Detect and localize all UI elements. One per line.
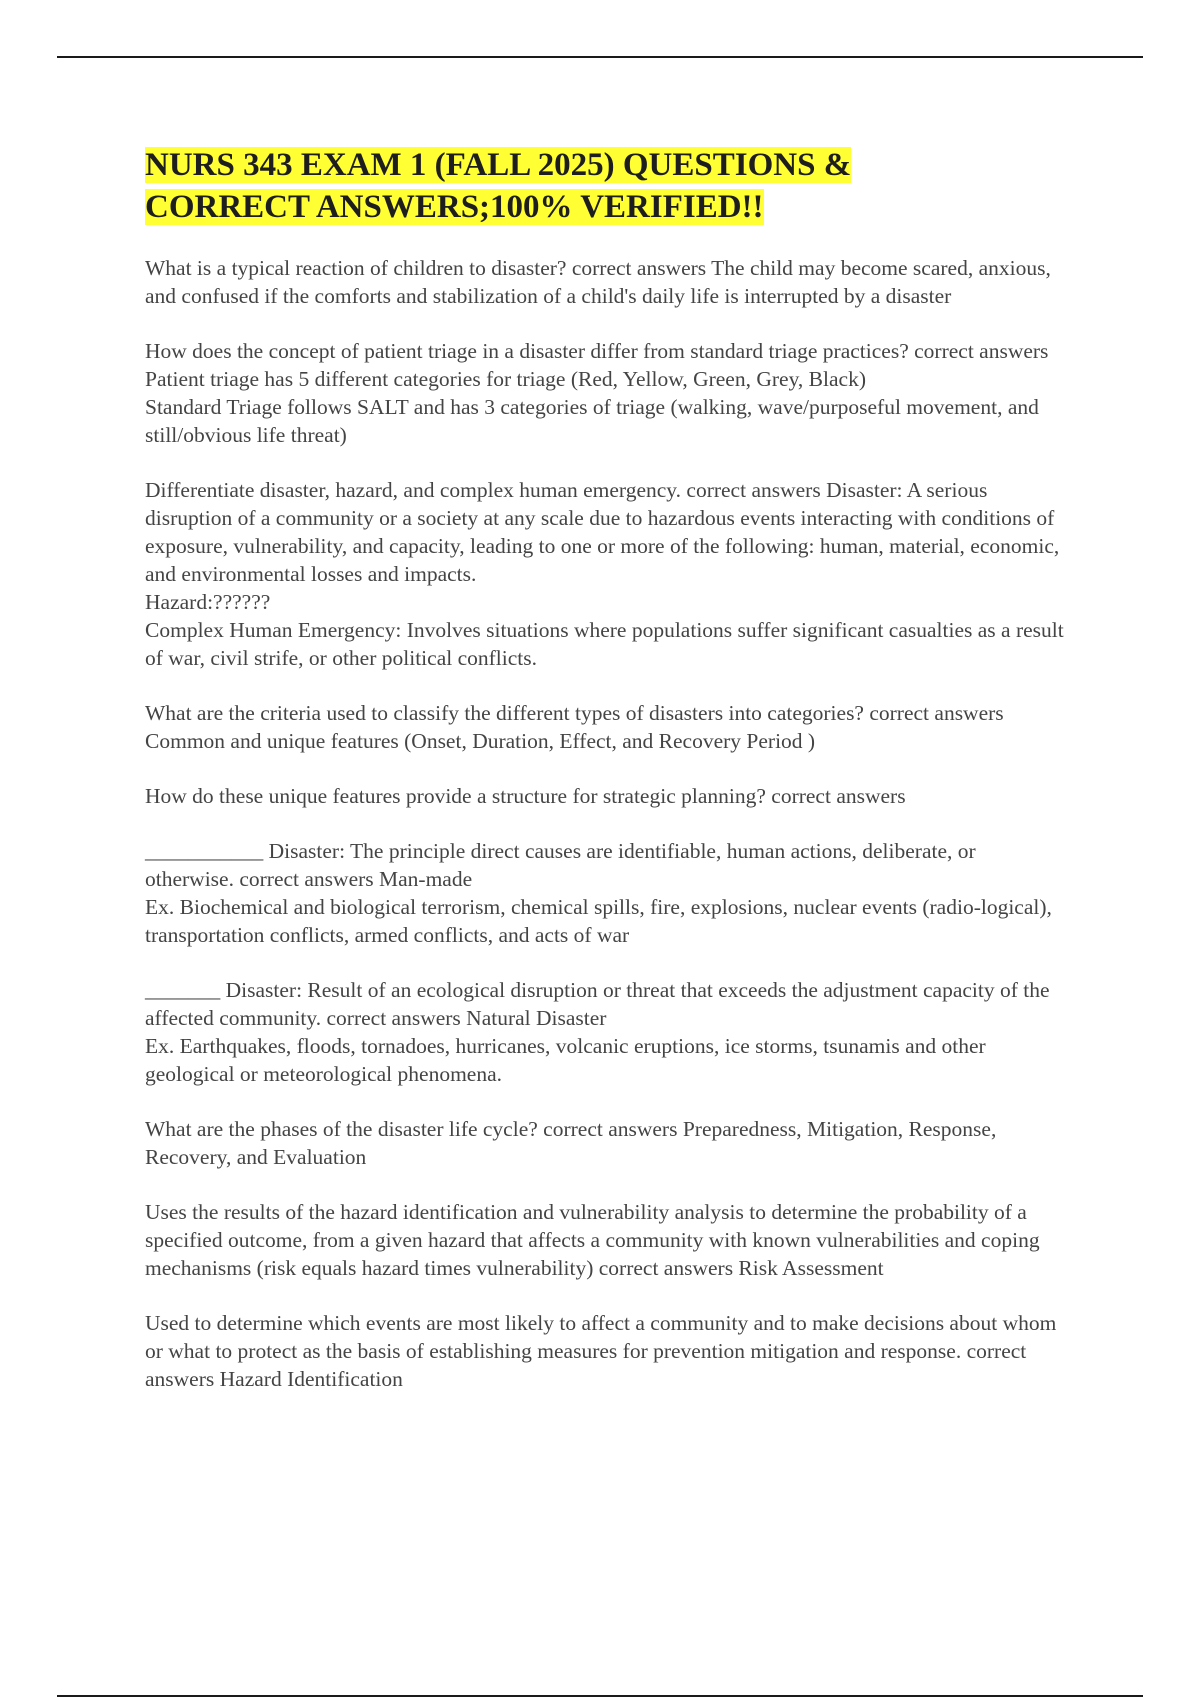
qa-text: What are the phases of the disaster life cycle? correct answers Preparedness, Mitigation, Response, Recovery, and Evaluation	[145, 1117, 997, 1169]
qa-item	[145, 1115, 1065, 1171]
qa-item	[145, 254, 1065, 310]
qa-text: Complex Human Emergency: Involves situations where populations suffer significant casualties as a result of war, civil strife, or other political conflicts.	[145, 618, 1064, 670]
qa-item	[145, 476, 1065, 672]
qa-text: What is a typical reaction of children to disaster? correct answers The child may become scared, anxious, and confused if the comforts and stabilization of a child's daily life is interrupted by a disaster	[145, 256, 1051, 308]
qa-item	[145, 837, 1065, 949]
qa-text: Uses the results of the hazard identification and vulnerability analysis to determine the probability of a specified outcome, from a given hazard that affects a community with known vulnerabilities and coping mechanisms (risk equals hazard times vulnerability) correct answers Risk Assessment	[145, 1200, 1040, 1280]
title-line-2: CORRECT ANSWERS;100% VERIFIED!!	[145, 189, 764, 225]
qa-text: Hazard:??????	[145, 590, 271, 614]
title-line-1: NURS 343 EXAM 1 (FALL 2025) QUESTIONS &	[145, 147, 852, 183]
qa-text: _______ Disaster: Result of an ecological disruption or threat that exceeds the adjustment capacity of the affected community. correct answers Natural Disaster	[145, 978, 1050, 1030]
qa-item	[145, 1309, 1065, 1393]
qa-item	[145, 1198, 1065, 1282]
document-body	[145, 144, 1065, 1420]
qa-text: What are the criteria used to classify the different types of disasters into categories? correct answers Common and unique features (Onset, Duration, Effect, and Recovery Period )	[145, 701, 1004, 753]
qa-text: Ex. Earthquakes, floods, tornadoes, hurricanes, volcanic eruptions, ice storms, tsunamis and other geological or meteorological phenomena.	[145, 1034, 986, 1086]
bottom-rule	[57, 1695, 1143, 1697]
qa-text: Ex. Biochemical and biological terrorism, chemical spills, fire, explosions, nuclear events (radio-logical), transportation conflicts, armed conflicts, and acts of war	[145, 895, 1052, 947]
qa-text: How does the concept of patient triage in a disaster differ from standard triage practices? correct answers Patient triage has 5 different categories for triage (Red, Yellow, Green, Grey, Black)	[145, 339, 1049, 391]
document-title	[145, 144, 1065, 228]
qa-text: Standard Triage follows SALT and has 3 categories of triage (walking, wave/purposeful movement, and still/obvious life threat)	[145, 395, 1039, 447]
qa-item	[145, 699, 1065, 755]
qa-text: Differentiate disaster, hazard, and complex human emergency. correct answers Disaster: A serious disruption of a community or a society at any scale due to hazardous events interacting with conditions of exposure, vulnerability, and capacity, leading to one or more of the following: human, material, economic, and environmental losses and impacts.	[145, 478, 1060, 586]
qa-text: Used to determine which events are most likely to affect a community and to make decisions about whom or what to protect as the basis of establishing measures for prevention mitigation and response. correct answers Hazard Identification	[145, 1311, 1057, 1391]
top-rule	[57, 56, 1143, 58]
qa-item	[145, 782, 1065, 810]
qa-text: How do these unique features provide a structure for strategic planning? correct answers	[145, 784, 906, 808]
qa-text: ___________ Disaster: The principle direct causes are identifiable, human actions, deliberate, or otherwise. correct answers Man-made	[145, 839, 976, 891]
qa-item	[145, 337, 1065, 449]
qa-item	[145, 976, 1065, 1088]
